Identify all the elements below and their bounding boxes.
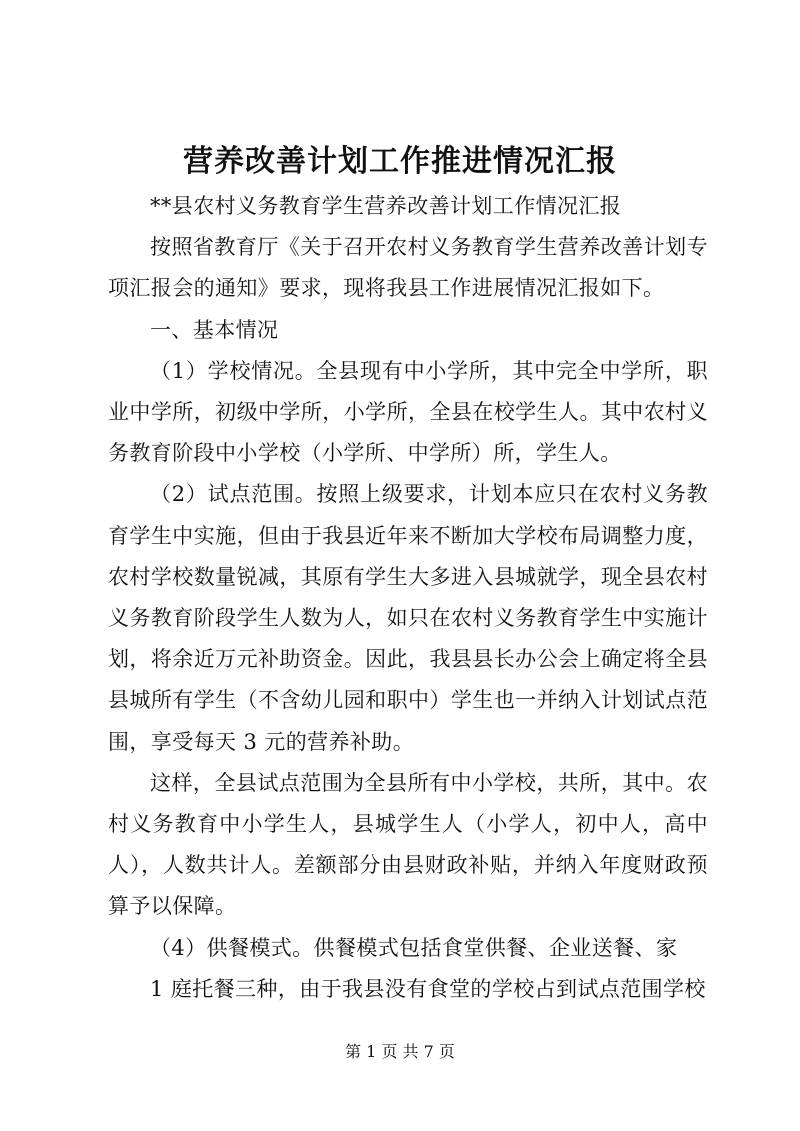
paragraph-intro: 按照省教育厅《关于召开农村义务教育学生营养改善计划专项汇报会的通知》要求，现将我县工作进展情况汇报如下。 xyxy=(108,235,708,301)
document-title: 营养改善计划工作推进情况汇报 xyxy=(183,144,617,179)
paragraph-meal-mode-continued: 1 庭托餐三种，由于我县没有食堂的学校占到试点范围学校 xyxy=(150,976,706,1001)
paragraph-pilot-scope: （2）试点范围。按照上级要求，计划本应只在农村义务教育学生中实施，但由于我县近年来不断加大学校布局调整力度，农村学校数量锐减，其原有学生大多进入县城就学，现全县农村义务教育阶段学生人数为人，如只在农村义务教育学生中实施计划，将余近万元补助资金。因此，我县县长办公会上确定将全县县城所有学生（不含幼儿园和职中）学生也一并纳入计划试点范围，享受每天 3 元的营养补助。 xyxy=(108,482,708,754)
document-body xyxy=(108,186,708,1010)
paragraph-meal-mode: （4）供餐模式。供餐模式包括食堂供餐、企业送餐、家 xyxy=(150,935,678,960)
paragraph-scope-summary: 这样，全县试点范围为全县所有中小学校，共所，其中。农村义务教育中小学生人，县城学生人（小学人，初中人，高中人），人数共计人。差额部分由县财政补贴，并纳入年度财政预算予以保障。 xyxy=(108,770,708,919)
paragraph-school-situation: （1）学校情况。全县现有中小学所，其中完全中学所，职业中学所，初级中学所，小学所，全县在校学生人。其中农村义务教育阶段中小学校（小学所、中学所）所，学生人。 xyxy=(108,358,708,466)
section-heading-basic-situation: 一、基本情况 xyxy=(150,317,279,342)
page-number-footer: 第 1 页 共 7 页 xyxy=(345,1042,455,1061)
paragraph-subtitle: **县农村义务教育学生营养改善计划工作情况汇报 xyxy=(150,194,622,218)
